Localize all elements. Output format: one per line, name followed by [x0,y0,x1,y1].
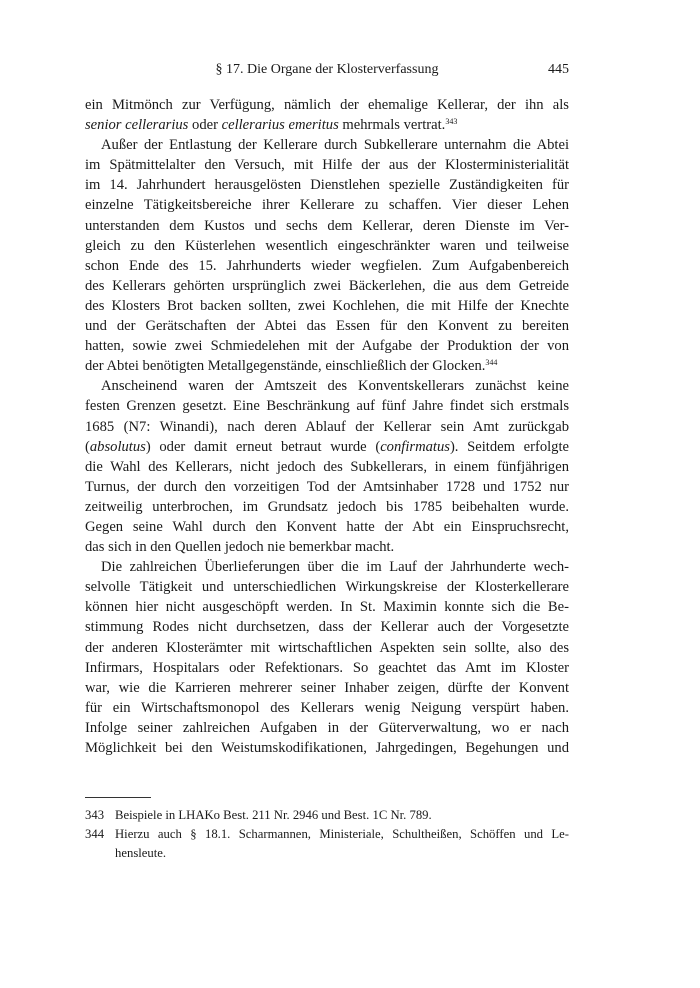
footnote-text: hensleute. [115,846,167,860]
text-line: Anscheinend waren der Amtszeit des Konventskellerars zunächst keine [101,378,569,395]
text-run: ). Seitdem erfolgte [449,438,569,455]
italic-term: confirmatus [380,438,450,455]
text-line: einzelne Tätigkeitsbereiche ihrer Kellerare zu schaffen. Vier dieser Lehen [85,197,569,214]
text-line: im 14. Jahrhundert herausgelösten Dienstlehen spezielle Zuständigkeiten für [85,177,569,194]
text-line: Außer der Entlastung der Kellerare durch Subkellerare unternahm die Abtei [101,137,569,154]
text-run: mehrmals vertrat. [338,117,446,134]
text-line: Infirmars, Hospitalars oder Refektionars. So geachtet das Amt im Kloster [85,659,569,676]
footnote-number: 343 [85,808,105,822]
footnote-343 [85,806,569,825]
text-line: Gegen seine Wahl durch den Konvent hatte der Abt ein Einspruchsrecht, [85,518,569,535]
footnote-number: 344 [85,827,105,841]
italic-term: absolutus [89,438,146,455]
running-title: § 17. Die Organe der Klosterverfassung [215,62,439,77]
text-run: der Abtei benötigten Metallgegenstände, einschließlich der Glocken. [85,358,486,375]
paragraph-2 [85,135,569,376]
text-line [85,115,569,135]
text-line: gleich zu den Küsterlehen wesentlich eingeschränkter waren und teilweise [85,237,569,254]
paragraph-1 [85,95,569,135]
text-run: ) oder damit erneut betraut wurde ( [145,438,381,455]
footnotes [85,806,569,863]
text-line: Infolge seiner zahlreichen Aufgaben in der Güterverwaltung, wo er nach [85,719,569,736]
text-line: im Spätmittelalter den Versuch, mit Hilfe der aus der Klosterministerialität [85,157,569,174]
running-header [85,62,569,82]
text-line: selvolle Tätigkeit und unterschiedlichen Wirkungskreise der Klosterkellerare [85,579,569,596]
text-line: unterstanden dem Kustos und sechs dem Kellerar, deren Dienste im Ver- [85,217,569,234]
footnote-marker: 343 [445,117,458,127]
text-line: des Kellerars gehörten ursprünglich zwei Bäckerlehen, die aus dem Getreide [85,277,569,294]
text-line: Die zahlreichen Überlieferungen über die im Lauf der Jahrhunderte wech- [101,559,569,576]
text-line: ein Mitmönch zur Verfügung, nämlich der ehemalige Kellerar, der ihn als [85,97,569,113]
text-line: des Klosters Brot backen sollten, zwei Kochlehen, die mit Hilfe der Knechte [85,297,569,314]
text-line: und der Gerätschaften der Abtei das Essen für den Konvent zu bereiten [85,318,569,335]
text-line: die Wahl des Kellerars, nicht jedoch des Subkellerars, in einem fünfjährigen [85,458,569,475]
text-line: schon Ende des 15. Jahrhunderts wieder wegfielen. Zum Aufgabenbereich [85,257,569,274]
text-line [85,437,569,457]
text-line: für ein Wirtschaftsmonopol des Kellerars wenig Neigung verspürt haben. [85,699,569,716]
footnote-text: Beispiele in LHAKo Best. 211 Nr. 2946 und Best. 1C Nr. 789. [115,808,432,822]
italic-term: senior cellerarius [85,117,189,134]
text-line: hatten, sowie zwei Schmiedelehen mit der Aufgabe der Produktion der von [85,338,569,355]
text-run: oder [188,117,222,134]
text-run: ( [85,438,90,455]
text-line: der anderen Klosterämter mit wirtschaftlichen Aspekten sein sollte, also des [85,639,569,656]
text-line: zeitweilig unterbrochen, im Grundsatz jedoch bis 1785 beibehalten wurde. [85,498,569,515]
main-text [85,95,569,758]
text-line [85,356,569,376]
text-line: das sich in den Quellen jedoch nie bemerkbar macht. [85,539,395,556]
footnote-344 [85,825,569,863]
page-number: 445 [548,62,569,77]
text-line: Turnus, der durch den vorzeitigen Tod der Amtsinhaber 1728 und 1752 nur [85,478,569,495]
text-line: festen Grenzen gesetzt. Eine Beschränkung auf fünf Jahre findet sich erstmals [85,398,569,415]
footnote-text: Hierzu auch § 18.1. Scharmannen, Ministeriale, Schultheißen, Schöffen und Le- [115,827,569,841]
text-line: 1685 (N7: Winandi), nach deren Ablauf der Kellerar sein Amt zurückgab [85,418,569,435]
text-line: können hier nicht ausgeschöpft werden. In St. Maximin konnte sich die Be- [85,599,569,616]
text-line: war, wie die Karrieren mehrerer seiner Inhaber zeigen, dürfte der Konvent [85,679,569,696]
italic-term: cellerarius emeritus [221,117,339,134]
footnote-marker: 344 [485,358,498,368]
paragraph-3 [85,376,569,557]
paragraph-4 [85,557,569,758]
text-line: Möglichkeit bei den Weistumskodifikationen, Jahrgedingen, Begehungen und [85,740,569,756]
footnote-separator [85,797,151,798]
text-line: stimmung Rodes nicht durchsetzen, dass der Kellerar auch der Vorgesetzte [85,619,569,636]
